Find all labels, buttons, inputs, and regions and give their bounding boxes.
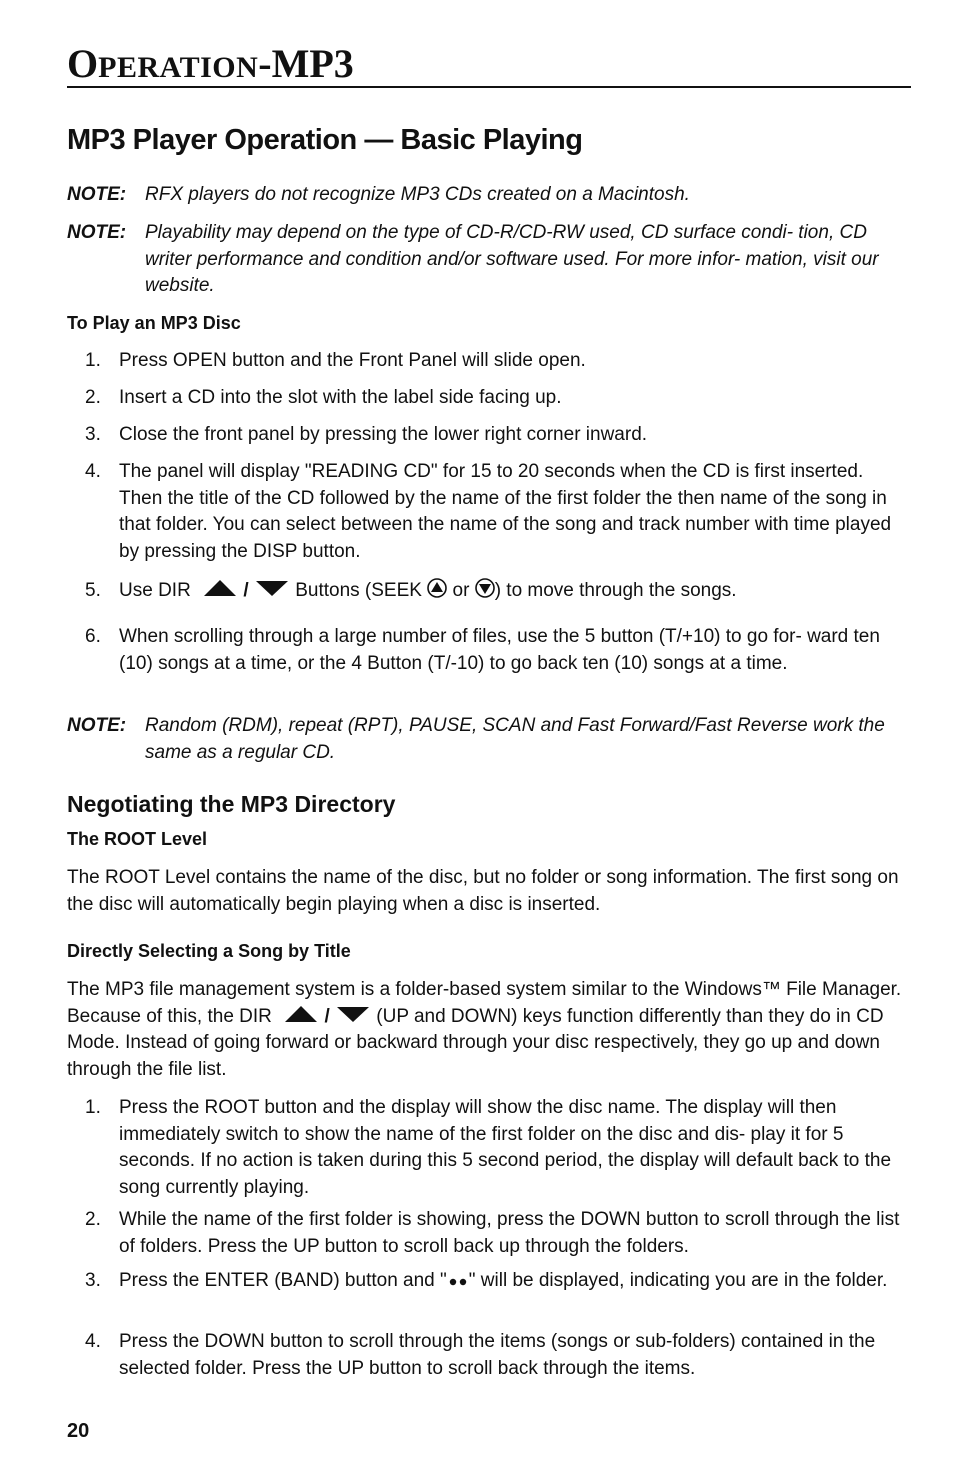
down-triangle-icon — [254, 578, 290, 598]
note-text: Playability may depend on the type of CD-R/CD-RW used, CD surface condi- tion, CD writer performance and condition and/or software used. For more infor- mation, visit our website. — [145, 222, 879, 296]
down-triangle-icon — [335, 1004, 371, 1024]
list-text: While the name of the first folder is showing, press the DOWN button to scroll through the list of folders. Press the UP button to scroll back up through the folders. — [119, 1209, 900, 1257]
select-text-a: The MP3 file management system is a folder-based system similar to the Windows™ File Manager. Because of this, the DIR — [67, 979, 902, 1027]
list-number: 3. — [85, 1270, 101, 1291]
list-item — [67, 1268, 911, 1295]
list-item — [67, 1207, 911, 1260]
section-heading-directory: Negotiating the MP3 Directory — [67, 791, 396, 817]
seek-down-icon — [475, 578, 495, 598]
or-text: or — [452, 580, 470, 601]
list-number: 4. — [85, 461, 101, 482]
note-label: NOTE: — [67, 715, 127, 736]
list-number: 3. — [85, 424, 101, 445]
slash-separator: / — [324, 1005, 330, 1027]
list-text: Insert a CD into the slot with the label side facing up. — [119, 387, 562, 408]
root-paragraph: The ROOT Level contains the name of the disc, but no folder or song information. The first song on the disc will automatically begin playing when a disc is inserted. — [67, 867, 899, 915]
list-number: 2. — [85, 1209, 101, 1230]
list-text — [119, 1268, 911, 1295]
list-item — [67, 348, 911, 375]
move-text: ) to move through the songs. — [494, 580, 737, 601]
double-dot-icon — [447, 1275, 469, 1287]
note-label: NOTE: — [67, 222, 127, 243]
seek-up-icon — [427, 578, 447, 598]
list-item — [67, 624, 911, 677]
chapter-header — [67, 40, 911, 88]
list-number: 1. — [85, 1097, 101, 1118]
list-item — [67, 1329, 911, 1382]
section-heading-play: To Play an MP3 Disc — [67, 313, 241, 333]
list-number: 5. — [85, 580, 101, 601]
up-triangle-icon — [202, 578, 238, 598]
list-text: Press the DOWN button to scroll through the items (songs or sub-folders) contained in the selected folder. Press the UP button to scroll back through the items. — [119, 1331, 876, 1379]
displayed-text: " will be displayed, indicating you are in the folder. — [468, 1270, 888, 1291]
list-item — [67, 385, 911, 412]
chapter-suffix: -MP3 — [258, 41, 354, 86]
note-playability — [67, 220, 911, 300]
select-paragraph — [67, 977, 911, 1083]
note-text: RFX players do not recognize MP3 CDs created on a Macintosh. — [145, 184, 690, 205]
select-text-b: (UP and DOWN) keys function differently than they do in CD Mode. Instead of going forward or backward through your disc respectively, they go up and down through the file list. — [67, 1005, 884, 1080]
list-text: Close the front panel by pressing the lower right corner inward. — [119, 424, 648, 445]
note-macintosh — [67, 182, 911, 209]
list-text: When scrolling through a large number of files, use the 5 button (T/+10) to go for- ward ten (10) songs at a time, or the 4 Button (T/-10) to go back ten (10) songs at a time. — [119, 626, 880, 674]
list-number: 1. — [85, 350, 101, 371]
enter-text: Press the ENTER (BAND) button and " — [119, 1270, 447, 1291]
chapter-name: PERATION — [98, 51, 259, 84]
note-random — [67, 713, 911, 766]
list-item — [67, 422, 911, 449]
page-number: 20 — [67, 1420, 90, 1442]
note-text: Random (RDM), repeat (RPT), PAUSE, SCAN and Fast Forward/Fast Reverse work the same as a regular CD. — [145, 715, 885, 763]
list-number: 2. — [85, 387, 101, 408]
subheading-select: Directly Selecting a Song by Title — [67, 941, 351, 961]
seek-text: Buttons (SEEK — [295, 580, 422, 601]
list-item — [67, 578, 911, 605]
chapter-initial: O — [67, 41, 99, 86]
list-text: Press OPEN button and the Front Panel will slide open. — [119, 350, 586, 371]
dir-text: Use DIR — [119, 580, 191, 601]
list-item — [67, 459, 911, 565]
up-triangle-icon — [283, 1004, 319, 1024]
note-label: NOTE: — [67, 184, 127, 205]
list-number: 4. — [85, 1331, 101, 1352]
slash-separator: / — [243, 580, 249, 601]
list-item — [67, 1095, 911, 1201]
list-text: The panel will display "READING CD" for 15 to 20 seconds when the CD is first inserted. Then the title of the CD followed by the name of the first folder the then name of the song in that folder. You can select between the name of the song and track number with time played by pressing the DISP button. — [119, 461, 892, 562]
list-text — [119, 578, 911, 605]
page-title: MP3 Player Operation — Basic Playing — [67, 124, 583, 156]
subheading-root: The ROOT Level — [67, 829, 208, 849]
list-number: 6. — [85, 626, 101, 647]
list-text: Press the ROOT button and the display will show the disc name. The display will then immediately switch to show the name of the first folder on the disc and dis- play it for 5 seconds. If no action is taken during this 5 second period, the display will default back to the song currently playing. — [119, 1097, 892, 1198]
